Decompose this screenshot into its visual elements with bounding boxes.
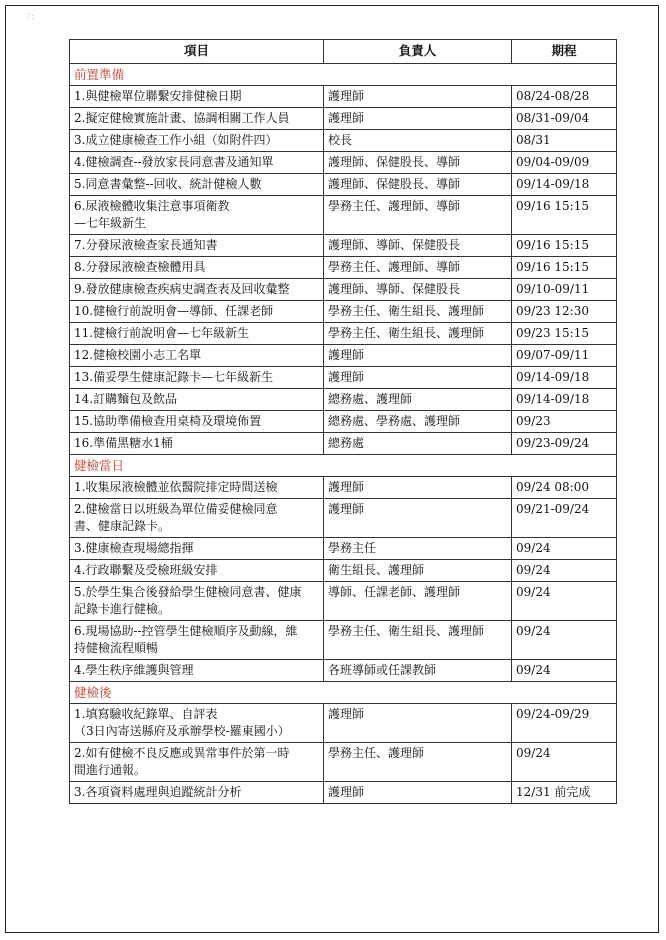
table-row [70,538,617,560]
header-row [70,40,617,64]
item-cell: 14.訂購麵包及飲品 [70,389,324,411]
section-title: 前置準備 [70,64,617,86]
table-body [70,64,617,804]
item-cell: 3.成立健康檢查工作小組（如附件四） [70,130,324,152]
owner-cell: 學務主任、護理師、導師 [324,257,512,279]
table-row [70,582,617,621]
table-row [70,621,617,660]
owner-cell: 護理師 [324,782,512,804]
owner-cell: 校長 [324,130,512,152]
table-row [70,196,617,235]
item-cell: 3.健康檢查現場總指揮 [70,538,324,560]
period-cell: 09/16 15:15 [512,235,617,257]
period-cell: 09/14-09/18 [512,367,617,389]
table-row [70,279,617,301]
item-cell: 1.收集尿液檢體並依醫院排定時間送檢 [70,477,324,499]
period-cell: 08/24-08/28 [512,86,617,108]
period-cell: 09/07-09/11 [512,345,617,367]
schedule-table [69,39,617,804]
item-cell: 2.健檢當日以班級為單位備妥健檢同意 書、健康記錄卡。 [70,499,324,538]
item-cell: 11.健檢行前說明會—七年級新生 [70,323,324,345]
owner-cell: 學務主任、護理師 [324,743,512,782]
period-cell: 09/10-09/11 [512,279,617,301]
table-row [70,257,617,279]
owner-cell: 總務處、護理師 [324,389,512,411]
item-cell: 6.現場協助--控管學生健檢順序及動線，維 持健檢流程順暢 [70,621,324,660]
owner-cell: 護理師、導師、保健股長 [324,235,512,257]
header-period: 期程 [512,40,617,64]
period-cell: 12/31 前完成 [512,782,617,804]
owner-cell: 護理師 [324,499,512,538]
section-row [70,64,617,86]
owner-cell: 護理師、導師、保健股長 [324,279,512,301]
owner-cell: 學務主任、衛生組長、護理師 [324,301,512,323]
owner-cell: 學務主任 [324,538,512,560]
period-cell: 09/04-09/09 [512,152,617,174]
owner-cell: 護理師 [324,477,512,499]
owner-cell: 學務主任、護理師、導師 [324,196,512,235]
item-cell: 5.於學生集合後發給學生健檢同意書、健康 記錄卡進行健檢。 [70,582,324,621]
owner-cell: 各班導師或任課教師 [324,660,512,682]
period-cell: 09/23 12:30 [512,301,617,323]
period-cell: 09/24 [512,582,617,621]
section-row [70,455,617,477]
period-cell: 09/14-09/18 [512,174,617,196]
period-cell: 09/14-09/18 [512,389,617,411]
period-cell: 09/24 [512,743,617,782]
period-cell: 09/23-09/24 [512,433,617,455]
table-row [70,477,617,499]
table-row [70,704,617,743]
table-row [70,130,617,152]
item-cell: 15.協助準備檢查用桌椅及環境佈置 [70,411,324,433]
period-cell: 09/24-09/29 [512,704,617,743]
corner-mark: 「： [24,13,38,21]
table-row [70,433,617,455]
period-cell: 09/23 [512,411,617,433]
table-row [70,108,617,130]
owner-cell: 學務主任、衛生組長、護理師 [324,621,512,660]
owner-cell: 導師、任課老師、護理師 [324,582,512,621]
item-cell: 6.尿液檢體收集注意事項衛教 —七年級新生 [70,196,324,235]
period-cell: 09/24 [512,560,617,582]
header-item: 項目 [70,40,324,64]
item-cell: 9.發放健康檢查疾病史調查表及回收彙整 [70,279,324,301]
item-cell: 12.健檢校園小志工名單 [70,345,324,367]
owner-cell: 護理師 [324,108,512,130]
item-cell: 3.各項資料處理與追蹤統計分析 [70,782,324,804]
period-cell: 09/24 08:00 [512,477,617,499]
owner-cell: 衛生組長、護理師 [324,560,512,582]
period-cell: 09/21-09/24 [512,499,617,538]
item-cell: 5.同意書彙整--回收、統計健檢人數 [70,174,324,196]
period-cell: 08/31 [512,130,617,152]
owner-cell: 護理師 [324,86,512,108]
item-cell: 4.學生秩序維護與管理 [70,660,324,682]
item-cell: 2.擬定健檢實施計畫、協調相關工作人員 [70,108,324,130]
owner-cell: 學務主任、衛生組長、護理師 [324,323,512,345]
item-cell: 1.填寫驗收紀錄單、自評表 （3日內寄送縣府及承辦學校-羅東國小） [70,704,324,743]
owner-cell: 護理師 [324,345,512,367]
section-row [70,682,617,704]
table-row [70,560,617,582]
table-row [70,235,617,257]
table-row [70,152,617,174]
owner-cell: 護理師、保健股長、導師 [324,152,512,174]
table-row [70,174,617,196]
table-row [70,499,617,538]
table-row [70,323,617,345]
item-cell: 1.與健檢單位聯繫安排健檢日期 [70,86,324,108]
section-title: 健檢當日 [70,455,617,477]
table-row [70,411,617,433]
owner-cell: 護理師 [324,704,512,743]
period-cell: 09/23 15:15 [512,323,617,345]
owner-cell: 護理師、保健股長、導師 [324,174,512,196]
item-cell: 4.行政聯繫及受檢班級安排 [70,560,324,582]
owner-cell: 護理師 [324,367,512,389]
period-cell: 09/16 15:15 [512,196,617,235]
table-row [70,743,617,782]
owner-cell: 總務處、學務處、護理師 [324,411,512,433]
item-cell: 10.健檢行前說明會—導師、任課老師 [70,301,324,323]
table-row [70,86,617,108]
item-cell: 2.如有健檢不良反應或異常事件於第一時 間進行通報。 [70,743,324,782]
table-row [70,660,617,682]
period-cell: 09/24 [512,538,617,560]
item-cell: 13.備妥學生健康記錄卡—七年級新生 [70,367,324,389]
item-cell: 7.分發尿液檢查家長通知書 [70,235,324,257]
section-title: 健檢後 [70,682,617,704]
owner-cell: 總務處 [324,433,512,455]
item-cell: 8.分發尿液檢查檢體用具 [70,257,324,279]
table-row [70,389,617,411]
period-cell: 09/24 [512,660,617,682]
period-cell: 09/24 [512,621,617,660]
table-row [70,367,617,389]
table-row [70,345,617,367]
item-cell: 4.健檢調查--發放家長同意書及通知單 [70,152,324,174]
period-cell: 08/31-09/04 [512,108,617,130]
header-owner: 負責人 [324,40,512,64]
table-row [70,301,617,323]
item-cell: 16.準備黑糖水1桶 [70,433,324,455]
table-row [70,782,617,804]
period-cell: 09/16 15:15 [512,257,617,279]
